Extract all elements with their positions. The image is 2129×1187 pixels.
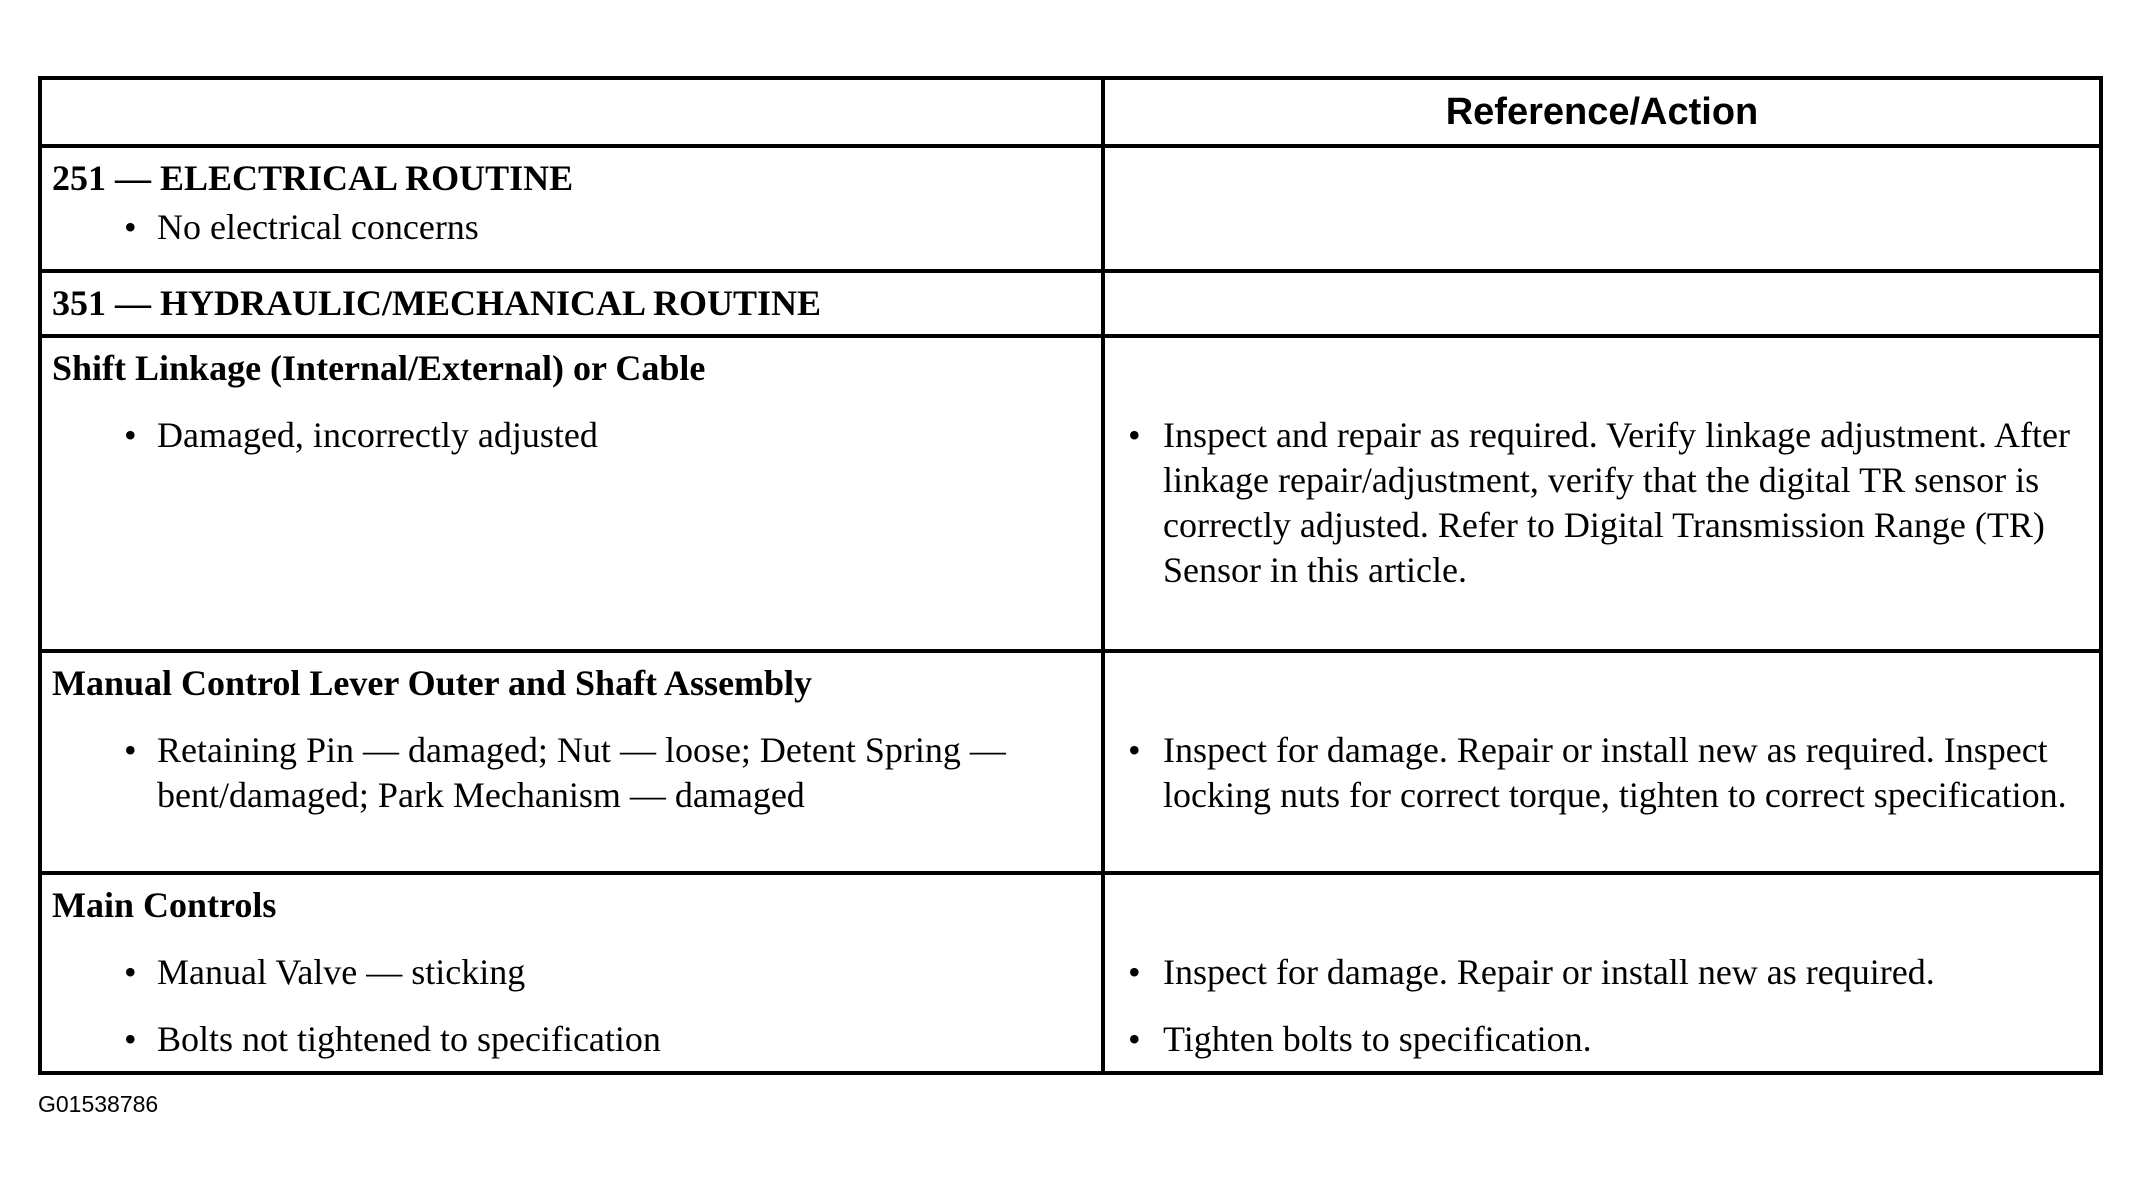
bullet-icon: •	[1128, 415, 1141, 456]
action-text: Inspect for damage. Repair or install new as required.	[1163, 951, 1935, 992]
action-cell	[1103, 146, 2101, 271]
condition-text: Bolts not tightened to specification	[157, 1018, 661, 1059]
bullet-icon: •	[124, 951, 137, 992]
header-left	[40, 78, 1103, 146]
action-list	[1105, 413, 2099, 593]
action-text: Tighten bolts to specification.	[1163, 1018, 1592, 1059]
condition-text: Retaining Pin — damaged; Nut — loose; Detent Spring — bent/damaged; Park Mechanism — damaged	[157, 729, 1006, 815]
list-item	[42, 950, 1101, 995]
action-list	[1105, 950, 2099, 1062]
section-title: 351 — HYDRAULIC/MECHANICAL ROUTINE	[52, 283, 822, 324]
list-item	[1105, 728, 2099, 818]
list-gap	[42, 995, 1101, 1017]
figure-id: G01538786	[38, 1091, 159, 1117]
action-cell	[1103, 336, 2101, 650]
condition-text: No electrical concerns	[157, 207, 479, 248]
condition-list	[42, 950, 1101, 1062]
action-cell	[1103, 271, 2101, 336]
bullet-icon: •	[1128, 729, 1141, 770]
action-cell	[1103, 873, 2101, 1073]
action-text: Inspect for damage. Repair or install new as required. Inspect locking nuts for correct torque, tighten to correct specification.	[1163, 729, 2067, 815]
table-row	[40, 336, 2101, 650]
table-row	[40, 271, 2101, 336]
condition-cell	[40, 271, 1103, 336]
list-item	[1105, 413, 2099, 593]
action-cell	[1103, 651, 2101, 873]
action-text: Inspect and repair as required. Verify linkage adjustment. After linkage repair/adjustment, verify that the digital TR sensor is correctly adjusted. Refer to Digital Transmission Range (TR) Sensor in this article.	[1163, 415, 2071, 591]
action-list	[1105, 728, 2099, 818]
condition-cell	[40, 336, 1103, 650]
header-reference-action: Reference/Action	[1103, 78, 2101, 146]
bullet-icon: •	[1128, 1018, 1141, 1059]
bullet-icon: •	[124, 729, 137, 770]
list-item	[1105, 1017, 2099, 1062]
bullet-icon: •	[1128, 951, 1141, 992]
section-title: Shift Linkage (Internal/External) or Cable	[52, 348, 706, 389]
condition-text: Damaged, incorrectly adjusted	[157, 415, 598, 456]
list-item	[42, 728, 1101, 818]
condition-list	[42, 205, 1101, 250]
diagnosis-table	[38, 76, 2103, 1075]
bullet-icon: •	[124, 207, 137, 248]
condition-list	[42, 413, 1101, 458]
bullet-icon: •	[124, 1018, 137, 1059]
table-row	[40, 651, 2101, 873]
table-header-row	[40, 78, 2101, 146]
condition-cell	[40, 146, 1103, 271]
section-title: Manual Control Lever Outer and Shaft Assembly	[52, 662, 813, 703]
list-item	[42, 413, 1101, 458]
condition-cell	[40, 651, 1103, 873]
condition-text: Manual Valve — sticking	[157, 951, 526, 992]
list-gap	[1105, 995, 2099, 1017]
bullet-icon: •	[124, 415, 137, 456]
table-row	[40, 146, 2101, 271]
list-item	[1105, 950, 2099, 995]
condition-list	[42, 728, 1101, 818]
condition-cell	[40, 873, 1103, 1073]
table-row	[40, 873, 2101, 1073]
list-item	[42, 205, 1101, 250]
list-item	[42, 1017, 1101, 1062]
section-title: 251 — ELECTRICAL ROUTINE	[52, 158, 574, 199]
section-title: Main Controls	[52, 884, 277, 925]
